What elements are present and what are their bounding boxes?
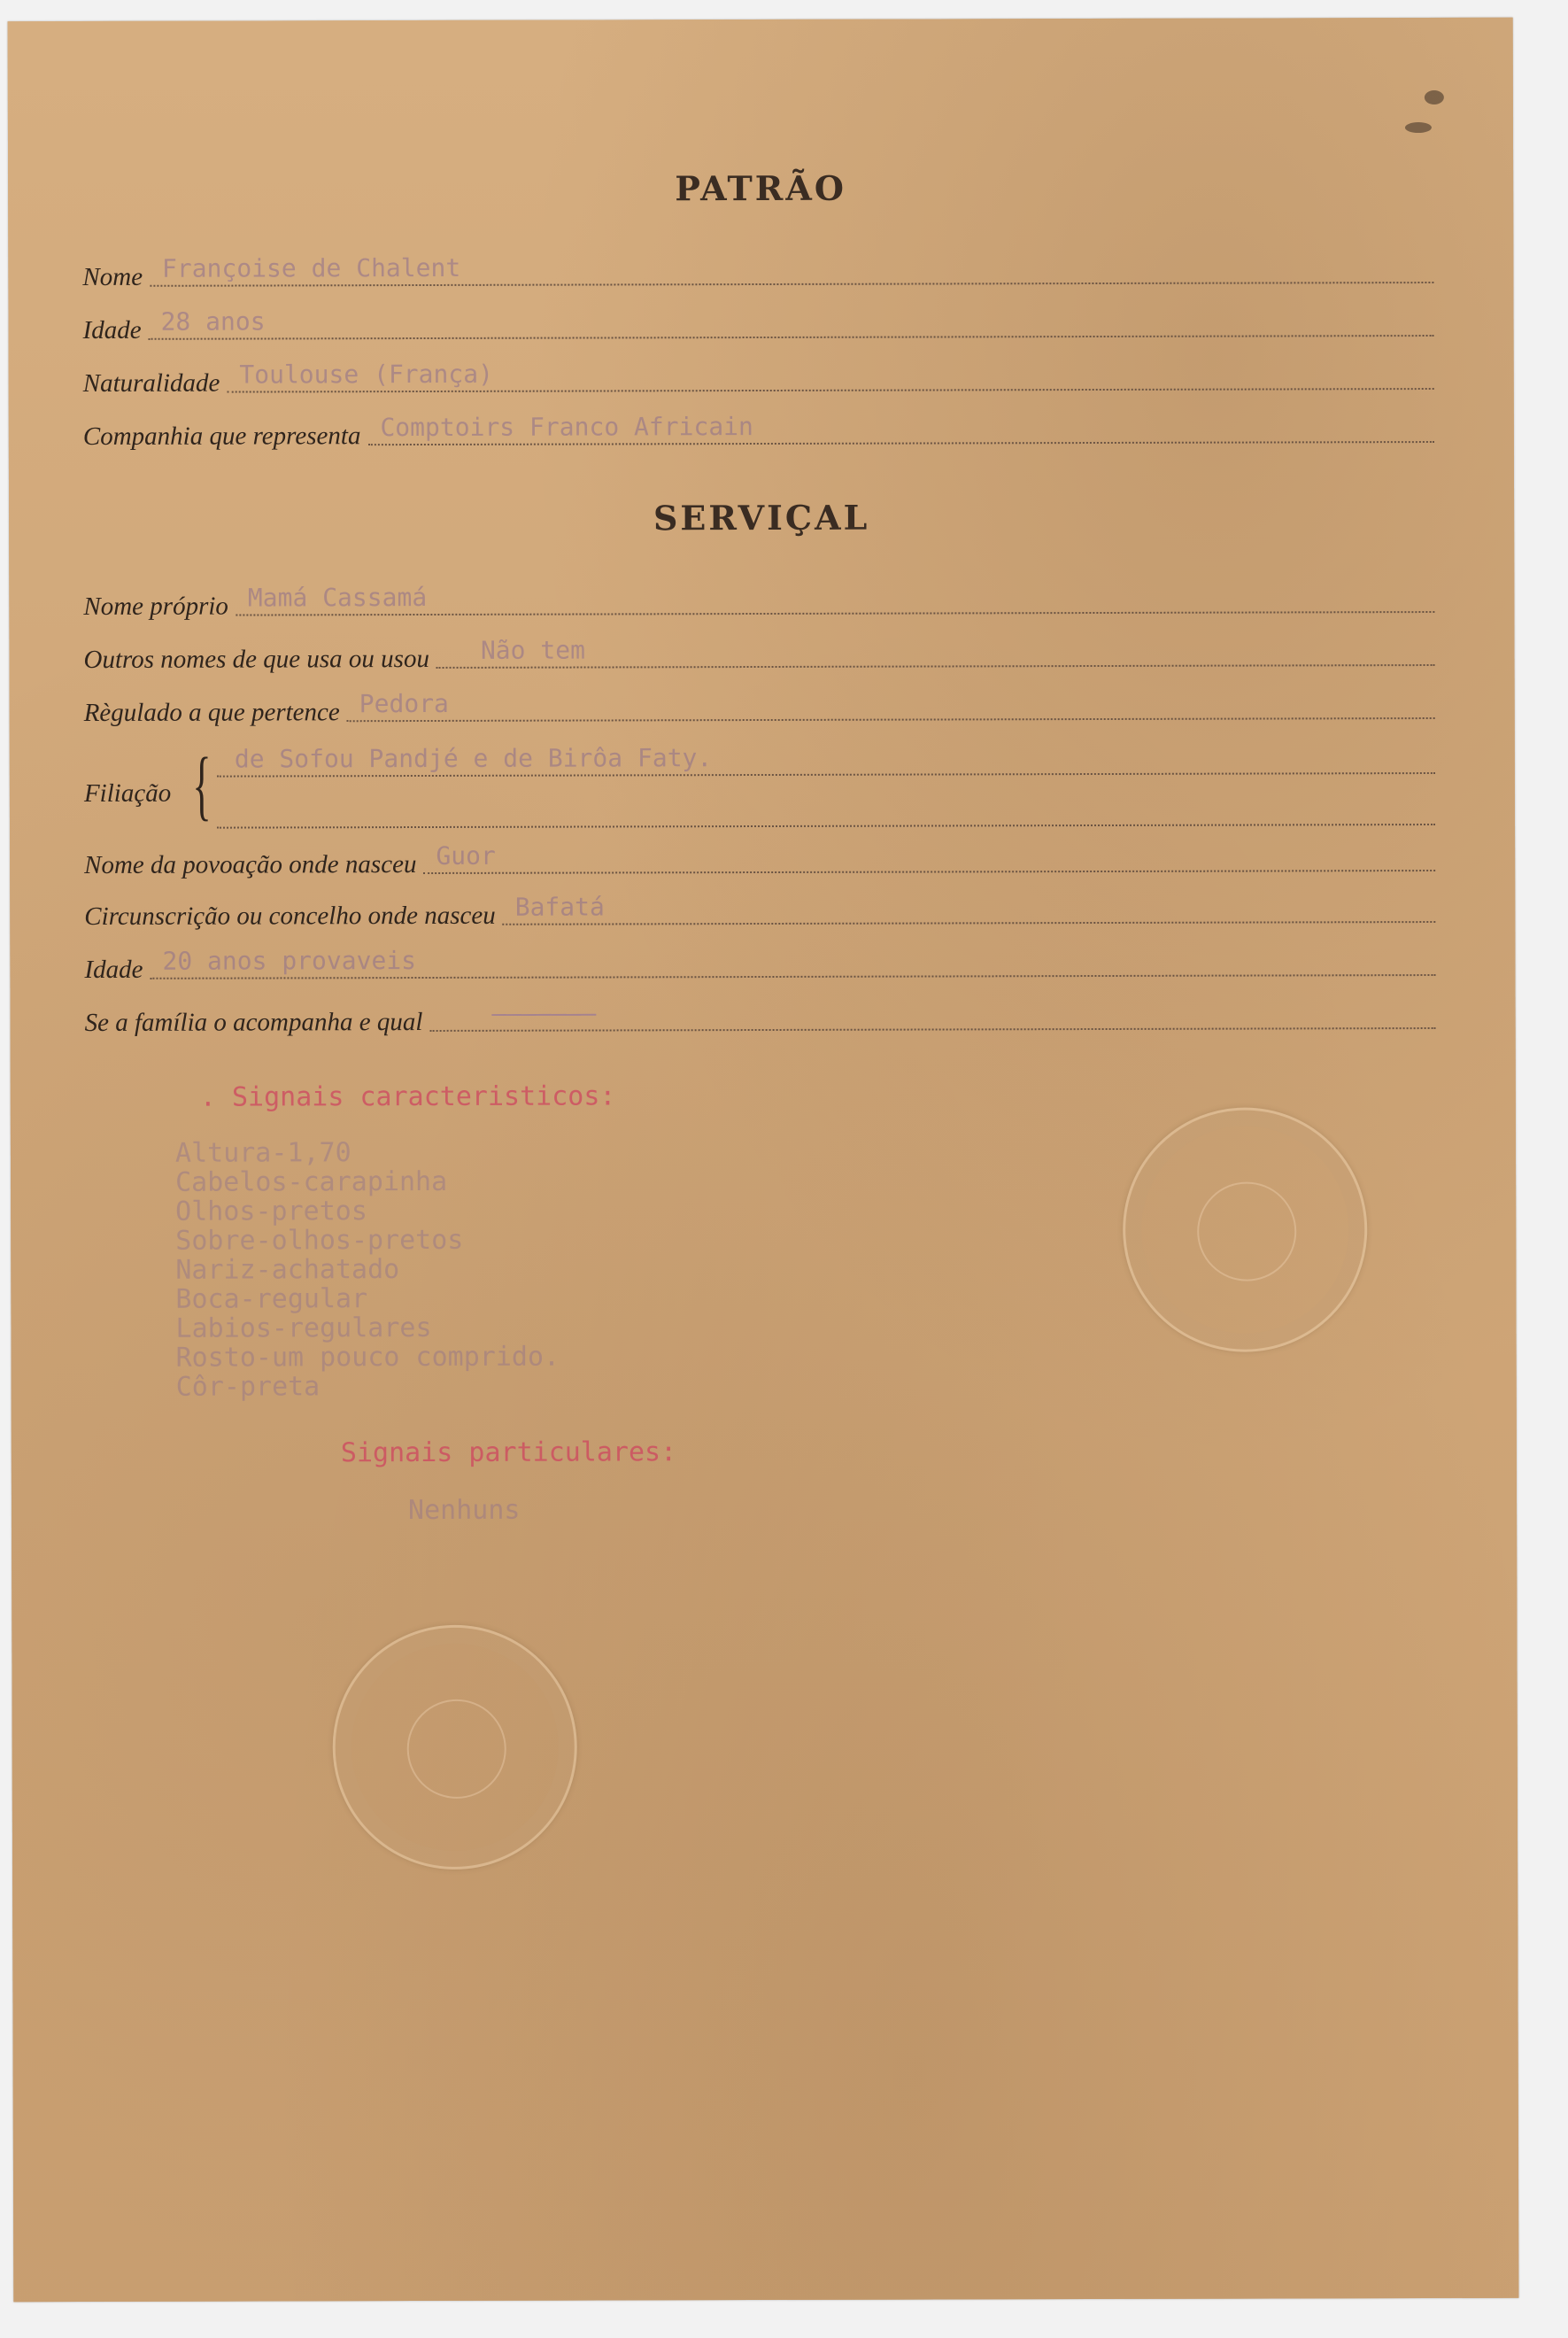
field-value: 28 anos [160,306,266,337]
field-line [503,889,1436,925]
patrao-nome-row [82,250,1433,292]
caracteristico-item: Labios-regulares [175,1312,432,1344]
caracteristico-item: Côr-preta [175,1371,321,1403]
field-value: Guor [436,840,496,871]
field-label: Idade [82,315,142,345]
field-line [149,303,1434,340]
document-page [8,18,1519,2302]
servical-familia-row [85,995,1436,1038]
embossed-seal [332,1625,577,1870]
embossed-seal [1123,1107,1368,1352]
field-line [367,409,1434,445]
field-value: Mamá Cassamá [247,582,428,613]
filiacao-line-2 [217,792,1435,829]
field-value: Toulouse (França) [239,359,493,390]
caracteristico-item: Cabelos-carapinha [175,1165,448,1198]
patrao-idade-row [82,303,1433,345]
field-label: Nome próprio [83,592,228,622]
patrao-heading: PATRÃO [675,167,847,209]
caracteristicos-heading: . Signais caracteristicos: [199,1080,616,1113]
field-label: Naturalidade [82,368,220,399]
particulares-value: Nenhuns [407,1494,521,1527]
field-label: Idade [84,955,143,985]
field-value: Françoise de Chalent [161,252,461,283]
servical-filiacao-block [84,740,1435,841]
ink-stain [1405,122,1432,133]
filiacao-brace: { [192,742,212,829]
filiacao-line-1 [217,740,1435,778]
field-label: Nome [82,262,143,292]
field-value: Bafatá [514,892,605,922]
field-label: Circunscrição ou concelho onde nasceu [84,901,496,932]
field-line [423,838,1435,874]
caracteristico-item: Boca-regular [175,1283,368,1315]
field-value: 20 anos provaveis [162,946,417,976]
field-label: Nome da povoação onde nasceu [84,850,417,880]
field-line [429,995,1435,1032]
servical-nome-row [83,579,1434,622]
field-line [347,685,1435,722]
particulares-heading: Signais particulares: [340,1436,677,1469]
caracteristico-item: Sobre-olhos-pretos [175,1224,464,1257]
field-value: Não tem [480,635,585,665]
patrao-naturalidade-row [83,356,1434,399]
field-line [150,250,1433,287]
field-value: Comptoirs Franco Africain [380,412,753,443]
field-value: ——————— [491,998,597,1028]
ink-stain [1425,90,1444,105]
field-label: Outros nomes de que usa ou usou [83,644,429,675]
caracteristico-item: Nariz-achatado [175,1254,400,1286]
field-value: Pedora [359,688,449,719]
patrao-companhia-row [83,409,1434,452]
field-label: Companhia que representa [82,422,361,452]
field-value: de Sofou Pandjé e de Birôa Faty. [234,743,713,774]
servical-idade-row [84,942,1435,985]
filiacao-label: Filiação [83,778,172,809]
servical-heading: SERVIÇAL [653,497,870,538]
caracteristico-item: Rosto-um pouco comprido. [175,1341,560,1374]
caracteristicos-list [175,1138,560,1402]
field-label: Se a família o acompanha e qual [84,1008,423,1038]
field-line [436,632,1435,669]
servical-regulado-row [84,685,1435,728]
caracteristico-item: Altura-1,70 [174,1137,351,1169]
field-line [227,356,1433,393]
servical-circunscricao-row [84,889,1435,932]
field-label: Règulado a que pertence [83,698,340,728]
field-line [236,579,1435,616]
servical-outros-nomes-row [83,632,1434,675]
caracteristico-item: Olhos-pretos [175,1196,367,1227]
field-line [150,942,1435,979]
servical-povoacao-row [84,838,1435,880]
